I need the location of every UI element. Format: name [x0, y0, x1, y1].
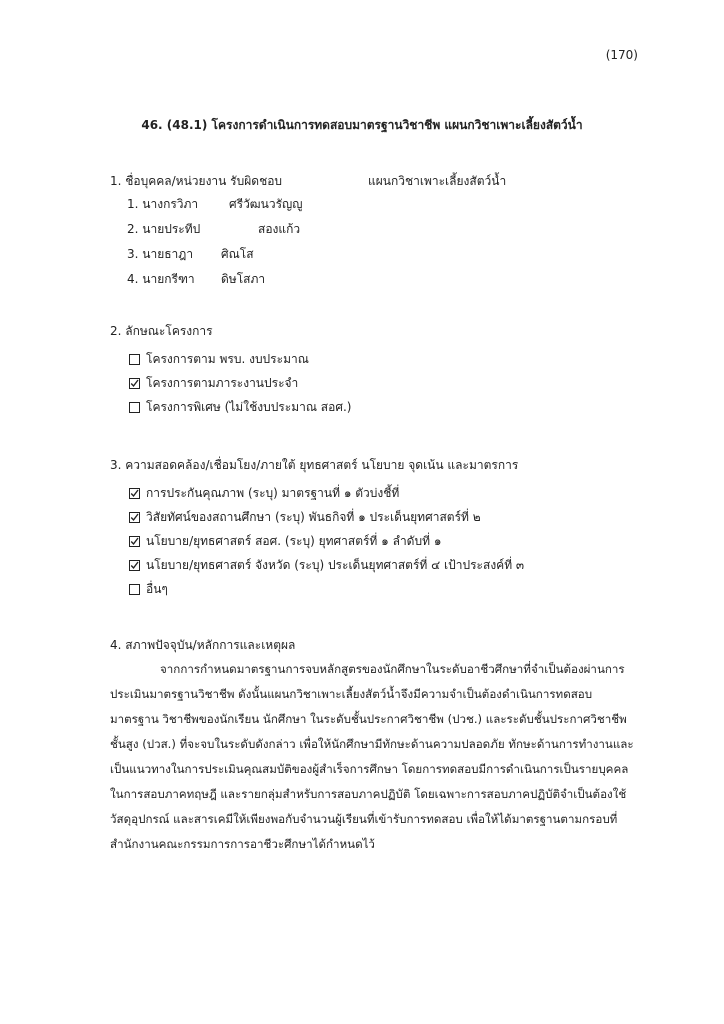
person-name: 1. นางกรวิภา — [127, 197, 199, 211]
option-label: วิสัยทัศน์ของสถานศึกษา (ระบุ) พันธกิจที่ ๑ ประเด็นยุทศาสตร์ที่ ๒ — [146, 509, 481, 524]
option-row — [110, 577, 524, 601]
option-row — [110, 553, 524, 577]
document-title: 46. (48.1) โครงการดำเนินการทดสอบมาตรฐานวิชาชีพ แผนกวิชาเพาะเลี้ยงสัตว์น้ำ — [141, 118, 583, 132]
option-label: นโยบาย/ยุทธศาสตร์ จังหวัด (ระบุ) ประเด็นยุทศาสตร์ที่ ๔ เป้าประสงค์ที่ ๓ — [146, 557, 525, 572]
option-row — [110, 481, 524, 505]
checkmark-icon — [130, 536, 139, 547]
option-row — [110, 505, 524, 529]
checkbox-empty[interactable] — [129, 584, 140, 595]
checkbox-checked[interactable] — [129, 536, 140, 547]
option-row — [110, 395, 351, 419]
option-label: โครงการพิเศษ (ไม่ใช้งบประมาณ สอศ.) — [146, 399, 352, 414]
person-lastname: ศรีวัฒนวรัญญู — [229, 197, 303, 211]
option-label: การประกันคุณภาพ (ระบุ) มาตรฐานที่ ๑ ตัวบ่งชี้ที่ — [146, 485, 400, 500]
option-label: อื่นๆ — [146, 581, 168, 596]
person-lastname: ดิษโสภา — [221, 272, 266, 286]
option-label: โครงการตามภาระงานประจำ — [146, 375, 299, 390]
person-name: 2. นายประทีป — [127, 222, 201, 236]
checkmark-icon — [130, 560, 139, 571]
checkbox-empty[interactable] — [129, 354, 140, 365]
alignment-options — [110, 481, 524, 601]
section-alignment — [110, 456, 524, 601]
checkbox-empty[interactable] — [129, 402, 140, 413]
person-row — [110, 195, 630, 220]
person-row — [110, 245, 630, 270]
checkbox-checked[interactable] — [129, 512, 140, 523]
checkbox-checked[interactable] — [129, 488, 140, 499]
section4-heading: 4. สภาพปัจจุบัน/หลักการและเหตุผล — [110, 638, 296, 652]
person-name: 4. นายกรีฑา — [127, 272, 195, 286]
rationale-paragraph — [110, 657, 640, 857]
option-label: โครงการตาม พรบ. งบประมาณ — [146, 351, 309, 366]
section-project-type — [110, 322, 351, 419]
section3-heading: 3. ความสอดคล้อง/เชื่อมโยง/ภายใต้ ยุทธศาสตร์ นโยบาย จุดเน้น และมาตรการ — [110, 458, 519, 472]
section-responsible — [110, 172, 630, 295]
option-row — [110, 371, 351, 395]
page-number: (170) — [605, 48, 638, 62]
project-type-options — [110, 347, 351, 419]
option-row — [110, 347, 351, 371]
person-lastname: ศิณโส — [221, 247, 254, 261]
person-lastname: สองแก้ว — [258, 222, 301, 236]
checkmark-icon — [130, 488, 139, 499]
person-row — [110, 270, 630, 295]
department-name: แผนกวิชาเพาะเลี้ยงสัตว์น้ำ — [368, 174, 507, 188]
person-name: 3. นายธาฎา — [127, 247, 194, 261]
section2-heading: 2. ลักษณะโครงการ — [110, 324, 213, 338]
checkmark-icon — [130, 378, 139, 389]
people-list — [110, 195, 630, 295]
section1-heading: 1. ชื่อบุคคล/หน่วยงาน รับผิดชอบ — [110, 174, 283, 188]
checkbox-checked[interactable] — [129, 378, 140, 389]
checkbox-checked[interactable] — [129, 560, 140, 571]
checkmark-icon — [130, 512, 139, 523]
person-row — [110, 220, 630, 245]
option-label: นโยบาย/ยุทธศาสตร์ สอศ. (ระบุ) ยุทศาสตร์ที่ ๑ ลำดับที่ ๑ — [146, 533, 442, 548]
rationale-text: จากการกำหนดมาตรฐานการจบหลักสูตรของนักศึกษาในระดับอาชีวศึกษาที่จำเป็นต้องผ่านการประเมินมาตรฐานวิชาชีพ ดังนั้นแผนกวิชาเพาะเลี้ยงสัตว์น้ำจึงมีความจำเป็นต้องดำเนินการทดสอบมาตรฐาน วิชาชีพของนักเรียน นักศึกษา ในระดับชั้นประกาศวิชาชีพ (ปวช.) และระดับชั้นประกาศวิชาชีพชั้นสูง (ปวส.) ที่จะจบในระดับดังกล่าว เพื่อให้นักศึกษามีทักษะด้านความปลอดภัย ทักษะด้านการทำงานและเป็นแนวทางในการประเมินคุณสมบัติของผู้สำเร็จการศึกษา โดยการทดสอบมีการดำเนินการเป็นรายบุคคลในการสอบภาคทฤษฎี และรายกลุ่มสำหรับการสอบภาคปฏิบัติ โดยเฉพาะการสอบภาคปฏิบัติจำเป็นต้องใช้วัสดุอุปกรณ์ และสารเคมีให้เพียงพอกับจำนวนผู้เรียนที่เข้ารับการทดสอบ เพื่อให้ได้มาตรฐานตามกรอบที่สำนักงานคณะกรรมการการอาชีวะศึกษาได้กำหนดไว้ — [110, 662, 634, 851]
option-row — [110, 529, 524, 553]
